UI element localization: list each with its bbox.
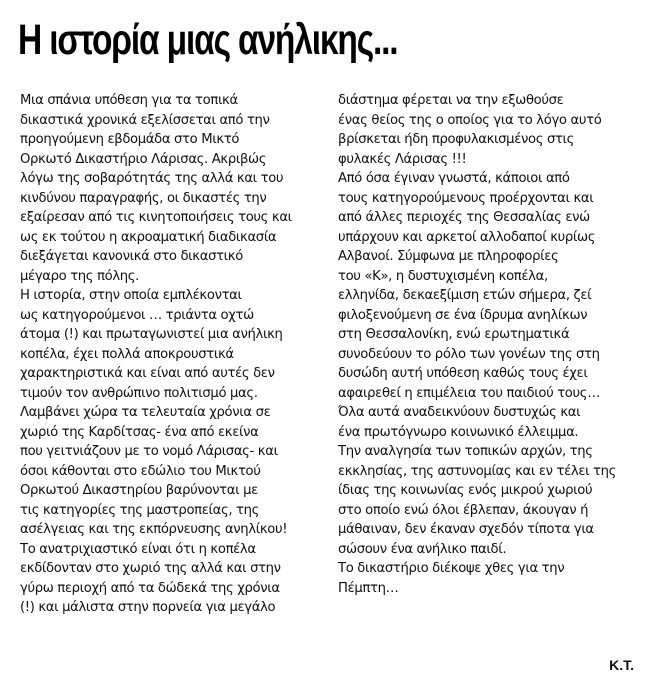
article-text-line: αφαιρεθεί η επιμέλεια του παιδιού τους… [338, 385, 601, 401]
article-text-line: ελληνίδα, δεκαεξίμιση ετών σήμερα, ζεί [338, 288, 592, 303]
article-text-line: ίδιας της κοινωνίας ενός μικρού χωριού [338, 483, 593, 498]
article-text-line: Λαμβάνει χώρα τα τελευταία χρόνια σε [20, 405, 271, 420]
article-text-line: μέγαρο της πόλης. [20, 268, 140, 284]
article-text-line: στη Θεσσαλονίκη, ενώ ερωτηματικά [338, 327, 570, 342]
article-column-left [20, 91, 325, 618]
article-text-line: Το ανατριχιαστικό είναι ότι η κοπέλα [20, 541, 256, 557]
article-text-line: όσοι κάθονται στο εδώλιο του Μικτού [20, 463, 261, 479]
article-text-line: Μια σπάνια υπόθεση για τα τοπικά [20, 93, 238, 108]
article-text-line: ένα πρωτόγνωρο κοινωνικό έλλειμμα. [338, 424, 579, 440]
article-text-line: βρίσκεται ήδη προφυλακισμένος στις [338, 132, 575, 147]
article-text-line: διεξάγεται κανονικά στο δικαστικό [20, 249, 243, 264]
article-text-line: ένας θείος της ο οποίος για το λόγο αυτό [338, 112, 602, 128]
article-text-line: Το δικαστήριο διέκοψε χθες για την [338, 561, 565, 576]
article-text-line: ως κατηγορούμενοι … τριάντα οχτώ [20, 307, 254, 323]
article-text-line: κινδύνου παραγραφής, οι δικαστές την [20, 190, 267, 206]
article-text-line: δικαστικά χρονικά εξελίσσεται από την [20, 112, 270, 128]
article-text-line: λόγω της σοβαρότητάς της αλλά και του [20, 171, 284, 186]
article-text-line: από άλλες περιοχές της Θεσσαλίας ενώ [338, 210, 590, 225]
article-text-line: χωριό της Καρδίτσας- ένα από εκείνα [20, 424, 259, 440]
article-text-line: Η ιστορία, στην οποία εμπλέκονται [20, 288, 242, 303]
article-text-line: συνοδεύουν το ρόλο των γονέων της στη [338, 346, 600, 362]
article-text-line: Ορκωτό Δικαστήριο Λάρισας. Ακριβώς [20, 151, 267, 167]
article-text-line: τιμούν τον ανθρώπινο πολιτισμό μας. [20, 385, 258, 401]
article-text-line: Όλα αυτά αναδεικνύουν δυστυχώς και [338, 405, 581, 420]
article-text-line: γύρω περιοχή από τα δώδεκά της χρόνια [20, 580, 280, 596]
article-text-line: του «Κ», η δυστυχισμένη κοπέλα, [338, 268, 548, 284]
article-text-line: τις κατηγορίες της μαστροπείας, της [20, 502, 260, 518]
article-text-line: εκδίδονταν στο χωριό της αλλά και στην [20, 561, 281, 576]
article-text-line: ως εκ τούτου η ακροαματική διαδικασία [20, 229, 277, 245]
article-column-right [338, 91, 643, 598]
article-text-line: εκκλησίας, της αστυνομίας και εν τέλει της [338, 463, 617, 479]
article-text-line: Αλβανοί. Σύμφωνα με πληροφορίες [338, 249, 559, 264]
article-text-line: δυσώδη αυτή υπόθεση καθώς τους έχει [338, 366, 588, 381]
article-text-line: (!) και μάλιστα στην πορνεία για μεγάλο [20, 600, 276, 615]
article-text-line: που γειτνιάζουν με το νομό Λάρισας- και [20, 444, 278, 459]
author-signature: Κ.Τ. [609, 657, 634, 673]
article-text-line: Πέμπτη… [338, 580, 399, 596]
article-text-line: εξαίρεσαν από τις κινητοποιήσεις τους και [20, 210, 292, 225]
article-text-line: τους κατηγορούμενους προέρχονται και [338, 190, 594, 206]
article-text-line: προηγούμενη εβδομάδα στο Μικτό [20, 132, 240, 147]
article-text-line: Από όσα έγιναν γνωστά, κάποιοι από [338, 171, 570, 186]
article-text-line: στο οποίο ενώ όλοι έβλεπαν, άκουγαν ή [338, 502, 589, 518]
article-text-line: Την αναλγησία των τοπικών αρχών, της [338, 444, 593, 459]
article-text-line: φιλοξενούμενη σε ένα ίδρυμα ανηλίκων [338, 307, 588, 323]
article-title: Η ιστορία μιας ανήλικης... [18, 16, 398, 64]
article-text-line: φυλακές Λάρισας !!! [338, 151, 467, 167]
article-text-line: διάστημα φέρεται να την εξωθούσε [338, 93, 564, 108]
article-text-line: Ορκωτού Δικαστηρίου βαρύνονται με [20, 483, 258, 498]
article-text-line: σώσουν ένα ανήλικο παιδί. [338, 541, 507, 557]
article-text-line: κοπέλα, έχει πολλά αποκρουστικά [20, 346, 234, 362]
article-text-line: άτομα (!) και πρωταγωνιστεί μια ανήλικη [20, 327, 283, 342]
article-text-line: υπάρχουν και αρκετοί αλλοδαποί κυρίως [338, 229, 596, 245]
article-text-line: χαρακτηριστικά και είναι από αυτές δεν [20, 366, 275, 381]
article-text-line: ασέλγειας και της εκπόρνευσης ανηλίκου! [20, 522, 288, 537]
article-text-line: μάθαιναν, δεν έκαναν σχεδόν τίποτα για [338, 522, 594, 537]
